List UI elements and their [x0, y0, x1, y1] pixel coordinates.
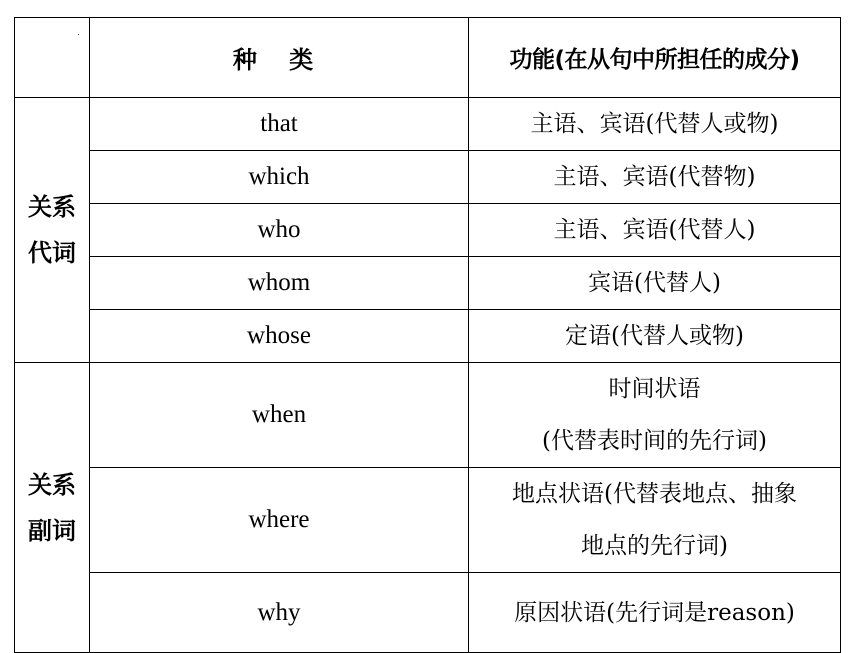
function-line: 地点的先行词) [581, 533, 728, 559]
table-row [15, 573, 841, 653]
word-cell: who [90, 204, 469, 257]
function-cell [469, 310, 841, 363]
word-cell: that [90, 98, 469, 151]
function-cell [469, 468, 841, 573]
function-line: (代替表时间的先行词) [542, 428, 767, 454]
table-row [15, 310, 841, 363]
table-row [15, 257, 841, 310]
function-line: 主语、宾语(代替人) [553, 217, 756, 243]
function-cell [469, 257, 841, 310]
word-cell: when [90, 363, 469, 468]
word-cell: whom [90, 257, 469, 310]
category-relative-pronoun [15, 98, 90, 363]
header-kind: 种 类 [90, 18, 469, 98]
word-cell: whose [90, 310, 469, 363]
function-cell [469, 573, 841, 653]
relative-words-table [14, 17, 841, 653]
table-row [15, 363, 841, 468]
table-row [15, 468, 841, 573]
table-row [15, 151, 841, 204]
function-cell [469, 363, 841, 468]
function-line: 定语(代替人或物) [565, 323, 744, 349]
function-line: 地点状语(代替表地点、抽象 [512, 481, 797, 507]
header-function: 功能(在从句中所担任的成分) [469, 18, 841, 98]
word-cell: which [90, 151, 469, 204]
header-blank-cell [15, 18, 90, 98]
function-line: 主语、宾语(代替人或物) [530, 111, 779, 137]
word-cell: why [90, 573, 469, 653]
table-row [15, 98, 841, 151]
header-row [15, 18, 841, 98]
function-line: 宾语(代替人) [588, 270, 721, 296]
function-line: 原因状语(先行词是reason) [514, 599, 795, 626]
category-line: 代词 [28, 239, 76, 267]
function-cell [469, 98, 841, 151]
word-cell: where [90, 468, 469, 573]
table-row [15, 204, 841, 257]
function-cell [469, 204, 841, 257]
category-line: 关系 [28, 193, 76, 221]
category-line: 关系 [28, 470, 76, 499]
category-relative-adverb [15, 363, 90, 653]
function-line: 时间状语 [608, 376, 701, 402]
function-line: 主语、宾语(代替物) [553, 164, 756, 190]
function-cell [469, 151, 841, 204]
category-line: 副词 [28, 516, 76, 545]
